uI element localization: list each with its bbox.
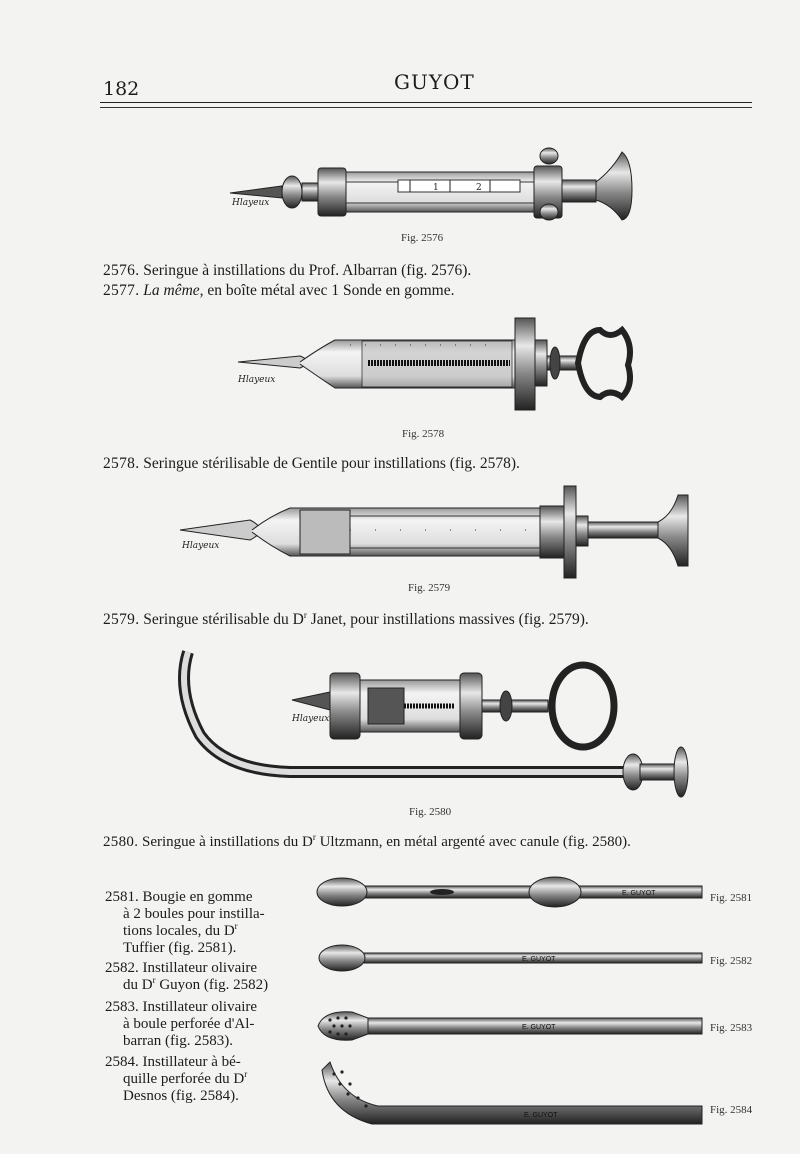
entry-2584 — [105, 1054, 310, 1105]
engraver-signature: Hlayeux — [292, 714, 330, 724]
superscript: r — [152, 975, 156, 985]
entry-number: 2582. — [105, 960, 139, 976]
entry-number: 2577. — [103, 282, 140, 299]
engraver-signature: Hlayeux — [232, 198, 270, 208]
superscript: r — [312, 832, 316, 842]
caption-fig-2584: Fig. 2584 — [710, 1104, 753, 1116]
entry-2582 — [105, 960, 310, 994]
entry-2579 — [103, 611, 589, 629]
entry-text: en boîte métal avec 1 Sonde en gomme. — [207, 282, 455, 299]
entry-number: 2583. — [105, 999, 139, 1015]
entry-text: Seringue stérilisable de Gentile pour instillations (fig. 2578). — [143, 455, 520, 472]
entry-line: Desnos (fig. 2584). — [123, 1088, 239, 1104]
entry-number: 2576. — [103, 262, 140, 279]
caption-fig-2581: Fig. 2581 — [710, 892, 753, 904]
maker-stamp: E. GUYOT — [522, 1024, 556, 1031]
syringe-2579-illustration — [180, 486, 688, 578]
syringe-2580-illustration — [184, 652, 688, 797]
caption-fig-2578: Fig. 2578 — [402, 428, 445, 440]
instillator-2584-illustration — [322, 1062, 702, 1124]
entry-line: Guyon (fig. 2582) — [159, 977, 269, 993]
entry-line: à boule perforée d'Al- — [123, 1016, 255, 1032]
entry-line: Bougie en gomme — [142, 889, 253, 905]
syringe-2576-illustration — [230, 148, 632, 220]
instillator-2582-illustration — [319, 945, 702, 971]
entry-line: barran (fig. 2583). — [123, 1033, 233, 1049]
entry-2578 — [103, 455, 520, 473]
superscript: r — [234, 921, 238, 931]
entry-text: Seringue à instillations du Prof. Albarran (fig. 2576). — [143, 262, 472, 279]
entry-number: 2578. — [103, 455, 140, 472]
entry-2577 — [103, 282, 454, 300]
caption-fig-2582: Fig. 2582 — [710, 955, 753, 967]
entry-italic: La même, — [143, 282, 204, 299]
superscript: r — [303, 609, 307, 620]
caption-fig-2583: Fig. 2583 — [710, 1022, 753, 1034]
entry-line: Instillateur olivaire — [142, 960, 258, 976]
entry-line: du D — [123, 977, 153, 993]
scale-mark-2: 2 — [476, 183, 482, 193]
bougie-2581-illustration — [317, 877, 702, 907]
caption-fig-2580: Fig. 2580 — [409, 806, 452, 818]
entry-line: quille perforée du D — [123, 1071, 245, 1087]
entry-number: 2580. — [103, 834, 139, 850]
page-number: 182 — [103, 78, 140, 100]
entry-2580 — [103, 834, 631, 851]
maker-stamp: E. GUYOT — [524, 1112, 558, 1119]
entry-2576 — [103, 262, 471, 280]
caption-fig-2579: Fig. 2579 — [408, 582, 451, 594]
engraver-signature: Hlayeux — [238, 375, 276, 385]
entry-line: tions locales, du D — [123, 923, 235, 939]
engraver-signature: Hlayeux — [182, 541, 220, 551]
entry-2583 — [105, 999, 310, 1050]
running-head: GUYOT — [394, 70, 475, 94]
superscript: r — [244, 1069, 248, 1079]
scale-mark-1: 1 — [433, 183, 439, 193]
instillator-2583-illustration — [318, 1012, 702, 1040]
entry-line: Instillateur olivaire — [142, 999, 258, 1015]
entry-text: Seringue à instillations du D — [142, 834, 313, 850]
entry-number: 2581. — [105, 889, 139, 905]
entry-line: à 2 boules pour instilla- — [123, 906, 265, 922]
maker-stamp: E. GUYOT — [522, 956, 556, 963]
entry-number: 2579. — [103, 611, 140, 628]
syringe-2578-illustration — [237, 318, 630, 410]
entry-2581 — [105, 889, 310, 957]
entry-text: Seringue stérilisable du D — [143, 611, 304, 628]
entry-line: Tuffier (fig. 2581). — [123, 940, 237, 956]
entry-text: Janet, pour instillations massives (fig. 2579). — [310, 611, 589, 628]
entry-text: Ultzmann, en métal argenté avec canule (fig. 2580). — [319, 834, 631, 850]
maker-stamp: E. GUYOT — [622, 890, 656, 897]
caption-fig-2576: Fig. 2576 — [401, 232, 444, 244]
entry-line: Instillateur à bé- — [142, 1054, 241, 1070]
entry-number: 2584. — [105, 1054, 139, 1070]
